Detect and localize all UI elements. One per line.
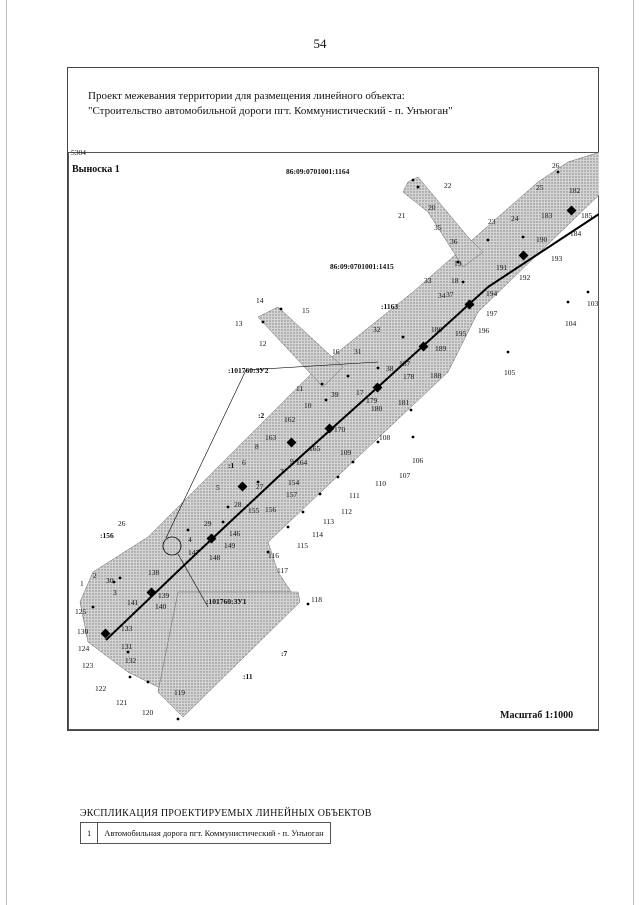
explication-title: ЭКСПЛИКАЦИЯ ПРОЕКТИРУЕМЫХ ЛИНЕЙНЫХ ОБЪЕКТОВ <box>80 808 372 819</box>
explication-table <box>80 822 331 844</box>
northwest-branch <box>258 307 343 387</box>
right-scan-edge <box>633 0 634 905</box>
cadastral-11: :11 <box>243 672 253 681</box>
point-label-164: 164 <box>296 458 308 467</box>
point-label-122: 122 <box>95 684 107 693</box>
map-drawing <box>68 152 599 730</box>
point-label-36: 36 <box>450 237 458 246</box>
point-label-194: 194 <box>486 289 498 298</box>
point-label-109: 109 <box>340 448 352 457</box>
cadastral-156: :156 <box>100 531 114 540</box>
point-label-34: 34 <box>438 291 446 300</box>
point-label-120: 120 <box>142 708 154 717</box>
point-label-2: 2 <box>93 571 97 580</box>
point-label-7: 7 <box>280 467 284 476</box>
point-label-105: 105 <box>504 368 516 377</box>
point-label-162: 162 <box>284 415 296 424</box>
point-label-35: 35 <box>434 223 442 232</box>
point-label-103: 103 <box>587 299 599 308</box>
point-label-119: 119 <box>174 688 185 697</box>
point-label-107: 107 <box>399 471 411 480</box>
left-scan-edge <box>6 0 7 905</box>
point-label-116: 116 <box>268 551 279 560</box>
point-label-28: 28 <box>234 500 242 509</box>
point-label-184: 184 <box>570 229 582 238</box>
point-label-165: 165 <box>309 444 321 453</box>
row-number: 1 <box>81 823 98 844</box>
point-label-181: 181 <box>398 398 410 407</box>
point-label-196: 196 <box>478 326 490 335</box>
point-label-30: 30 <box>106 576 114 585</box>
point-label-1: 1 <box>80 579 84 588</box>
point-label-189: 189 <box>435 344 447 353</box>
point-label-110: 110 <box>375 479 386 488</box>
cadastral-1: :1 <box>228 461 235 470</box>
point-label-191: 191 <box>496 263 508 272</box>
vynoska-label: Выноска 1 <box>72 164 120 175</box>
point-label-15: 15 <box>302 306 310 315</box>
point-label-18: 18 <box>451 276 459 285</box>
point-label-106: 106 <box>412 456 424 465</box>
point-label-21: 21 <box>398 211 406 220</box>
point-label-132: 132 <box>125 656 137 665</box>
point-label-12: 12 <box>259 339 267 348</box>
point-label-179: 179 <box>366 396 378 405</box>
point-label-121: 121 <box>116 698 128 707</box>
point-label-141: 141 <box>127 598 139 607</box>
point-label-26: 26 <box>118 519 126 528</box>
scale-label: Масштаб 1:1000 <box>500 710 574 721</box>
point-label-13: 13 <box>235 319 243 328</box>
point-label-19: 19 <box>454 259 462 268</box>
point-label-14: 14 <box>256 296 264 305</box>
point-label-24: 24 <box>511 214 519 223</box>
cadastral-zu2: :101760:ЗУ2 <box>228 366 269 375</box>
point-label-112: 112 <box>341 507 352 516</box>
point-label-131: 131 <box>121 642 133 651</box>
point-label-9: 9 <box>290 457 294 466</box>
north-branch <box>403 177 483 267</box>
row-name: Автомобильная дорога пгт. Коммунистический - п. Унъюган <box>98 823 330 844</box>
title-line-1: Проект межевания территории для размещения линейного объекта: <box>88 90 405 102</box>
point-label-186: 186 <box>431 325 443 334</box>
point-label-140: 140 <box>155 602 167 611</box>
point-label-156: 156 <box>265 505 277 514</box>
point-label-32: 32 <box>373 325 381 334</box>
point-label-187: 187 <box>399 359 411 368</box>
point-label-25: 25 <box>536 183 544 192</box>
point-label-115: 115 <box>297 541 308 550</box>
point-label-148: 148 <box>209 553 221 562</box>
point-label-22: 22 <box>444 181 452 190</box>
point-label-188: 188 <box>430 371 442 380</box>
point-label-190: 190 <box>536 235 548 244</box>
point-label-113: 113 <box>323 517 334 526</box>
point-label-185: 185 <box>581 211 593 220</box>
point-label-154: 154 <box>288 478 300 487</box>
point-label-11: 11 <box>296 384 304 393</box>
point-label-6: 6 <box>242 458 246 467</box>
point-label-192: 192 <box>519 273 531 282</box>
point-label-118: 118 <box>311 595 322 604</box>
point-label-193: 193 <box>551 254 563 263</box>
lower-lobe <box>158 592 300 717</box>
point-label-124: 124 <box>78 644 90 653</box>
point-label-16: 16 <box>332 347 340 356</box>
point-label-195: 195 <box>455 329 467 338</box>
cadastral-zu1: :101760:ЗУ1 <box>206 597 247 606</box>
point-label-26: 26 <box>552 161 560 170</box>
point-label-125: 125 <box>75 607 87 616</box>
point-label-130: 130 <box>77 627 89 636</box>
point-label-163: 163 <box>265 433 277 442</box>
project-title <box>88 89 453 119</box>
point-label-123: 123 <box>82 661 94 670</box>
cadastral-1164: 86:09:0701001:1164 <box>286 167 350 176</box>
point-label-157: 157 <box>286 490 298 499</box>
cadastral-1163: :1163 <box>381 302 399 311</box>
title-line-2: "Строительство автомобильной дороги пгт. Коммунистический - п. Унъюган" <box>88 105 453 117</box>
point-label-20: 20 <box>428 203 436 212</box>
point-label-108: 108 <box>379 433 391 442</box>
point-label-139: 139 <box>158 591 170 600</box>
point-label-27: 27 <box>256 482 264 491</box>
point-label-4: 4 <box>188 535 192 544</box>
point-label-5: 5 <box>216 483 220 492</box>
point-label-29: 29 <box>204 519 212 528</box>
point-label-39: 39 <box>331 390 339 399</box>
road-corridor <box>80 152 599 717</box>
point-label-147: 147 <box>188 548 200 557</box>
top-cut-label: 5304 <box>71 148 86 157</box>
point-label-170: 170 <box>334 425 346 434</box>
point-label-8: 8 <box>255 442 259 451</box>
point-label-146: 146 <box>229 529 241 538</box>
point-label-38: 38 <box>386 364 394 373</box>
point-label-197: 197 <box>486 309 498 318</box>
point-label-180: 180 <box>371 404 383 413</box>
point-label-23: 23 <box>488 217 496 226</box>
point-label-31: 31 <box>354 347 362 356</box>
point-label-17: 17 <box>356 388 364 397</box>
point-label-104: 104 <box>565 319 577 328</box>
point-label-3: 3 <box>113 588 117 597</box>
cadastral-7: :7 <box>281 649 288 658</box>
point-label-155: 155 <box>248 506 260 515</box>
table-row <box>81 823 331 844</box>
point-label-37: 37 <box>446 290 454 299</box>
page-number: 54 <box>313 36 327 51</box>
point-label-133: 133 <box>121 624 133 633</box>
point-label-182: 182 <box>569 186 581 195</box>
point-label-111: 111 <box>349 491 360 500</box>
map-inset <box>68 148 599 730</box>
point-label-138: 138 <box>148 568 160 577</box>
point-label-183: 183 <box>541 211 553 220</box>
point-label-149: 149 <box>224 541 236 550</box>
cadastral-2: :2 <box>258 411 265 420</box>
point-label-117: 117 <box>277 566 288 575</box>
cadastral-1415: 86:09:0701001:1415 <box>330 262 394 271</box>
point-label-33: 33 <box>424 276 432 285</box>
point-label-178: 178 <box>403 372 415 381</box>
point-label-114: 114 <box>312 530 323 539</box>
point-label-10: 10 <box>304 401 312 410</box>
